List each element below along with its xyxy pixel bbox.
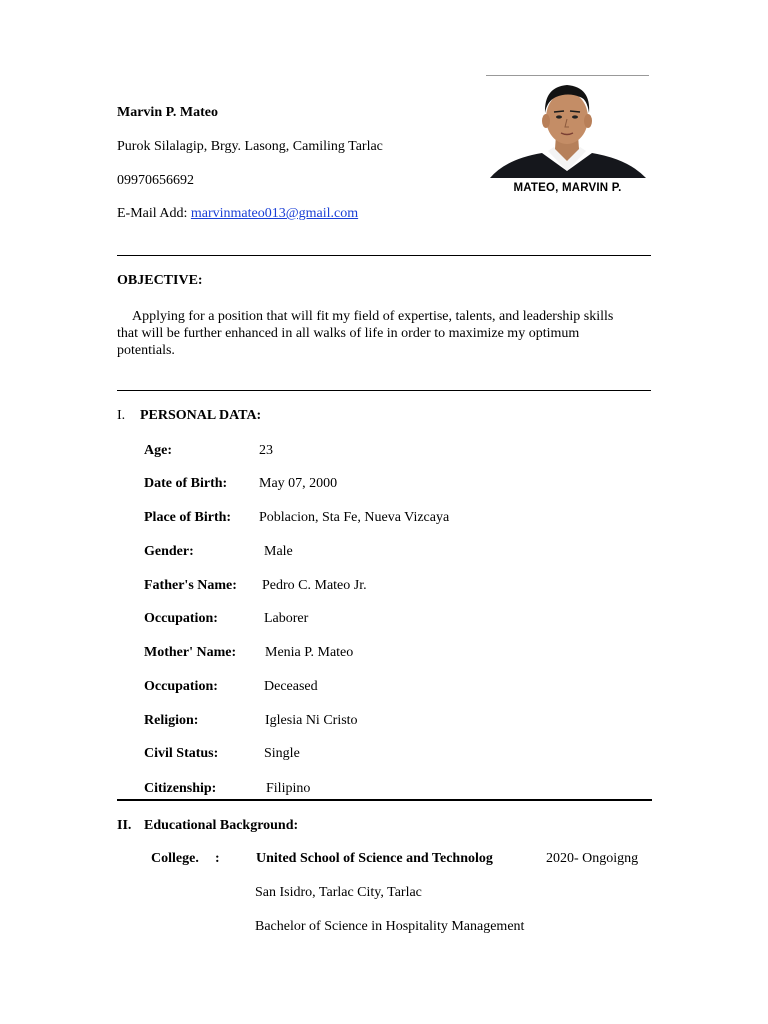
portrait-illustration: [486, 75, 649, 196]
field-label: Age:: [144, 443, 172, 458]
field-label: Civil Status:: [144, 746, 219, 761]
field-label: Father's Name:: [144, 578, 237, 593]
field-label: Citizenship:: [144, 781, 217, 796]
section-numeral: I.: [117, 408, 126, 423]
email-link[interactable]: marvinmateo013@gmail.com: [190, 206, 359, 221]
objective-heading: OBJECTIVE:: [117, 273, 203, 288]
education-heading: Educational Background:: [144, 818, 299, 833]
field-value: Iglesia Ni Cristo: [265, 713, 358, 728]
section-numeral: II.: [117, 818, 132, 833]
divider: [117, 255, 651, 256]
college-label: College.: [151, 851, 199, 866]
email-line: [117, 206, 358, 222]
id-photo: [486, 75, 649, 196]
field-label: Mother' Name:: [144, 645, 237, 660]
field-label: Place of Birth:: [144, 510, 232, 525]
field-value: 23: [259, 443, 273, 458]
divider: [117, 799, 652, 801]
school-name: United School of Science and Technolog: [256, 851, 493, 866]
divider: [117, 390, 651, 391]
photo-caption: MATEO, MARVIN P.: [513, 182, 622, 194]
email-label: E-Mail Add:: [117, 206, 188, 221]
field-value: Pedro C. Mateo Jr.: [262, 578, 367, 593]
college-colon: :: [215, 851, 220, 866]
field-value: Single: [264, 746, 300, 761]
field-value: May 07, 2000: [259, 476, 338, 491]
school-location: San Isidro, Tarlac City, Tarlac: [255, 885, 422, 900]
field-label: Religion:: [144, 713, 199, 728]
field-label: Occupation:: [144, 679, 218, 694]
field-value: Menia P. Mateo: [265, 645, 354, 660]
degree-name: Bachelor of Science in Hospitality Management: [255, 919, 525, 934]
objective-text: Applying for a position that will fit my field of expertise, talents, and leadership skills that will be further enhanced in all walks of life in order to maximize my optimum potentials.: [117, 309, 614, 358]
personal-data-heading: PERSONAL DATA:: [140, 408, 262, 423]
field-value: Laborer: [264, 611, 309, 626]
field-label: Gender:: [144, 544, 194, 559]
field-value: Poblacion, Sta Fe, Nueva Vizcaya: [259, 510, 450, 525]
field-value: Filipino: [266, 781, 311, 796]
school-years: 2020- Ongoigng: [546, 851, 639, 866]
phone-number: 09970656692: [117, 173, 194, 188]
field-label: Occupation:: [144, 611, 218, 626]
field-value: Deceased: [264, 679, 318, 694]
applicant-name: Marvin P. Mateo: [117, 105, 218, 120]
field-label: Date of Birth:: [144, 476, 228, 491]
field-value: Male: [264, 544, 293, 559]
address: Purok Silalagip, Brgy. Lasong, Camiling Tarlac: [117, 139, 383, 154]
